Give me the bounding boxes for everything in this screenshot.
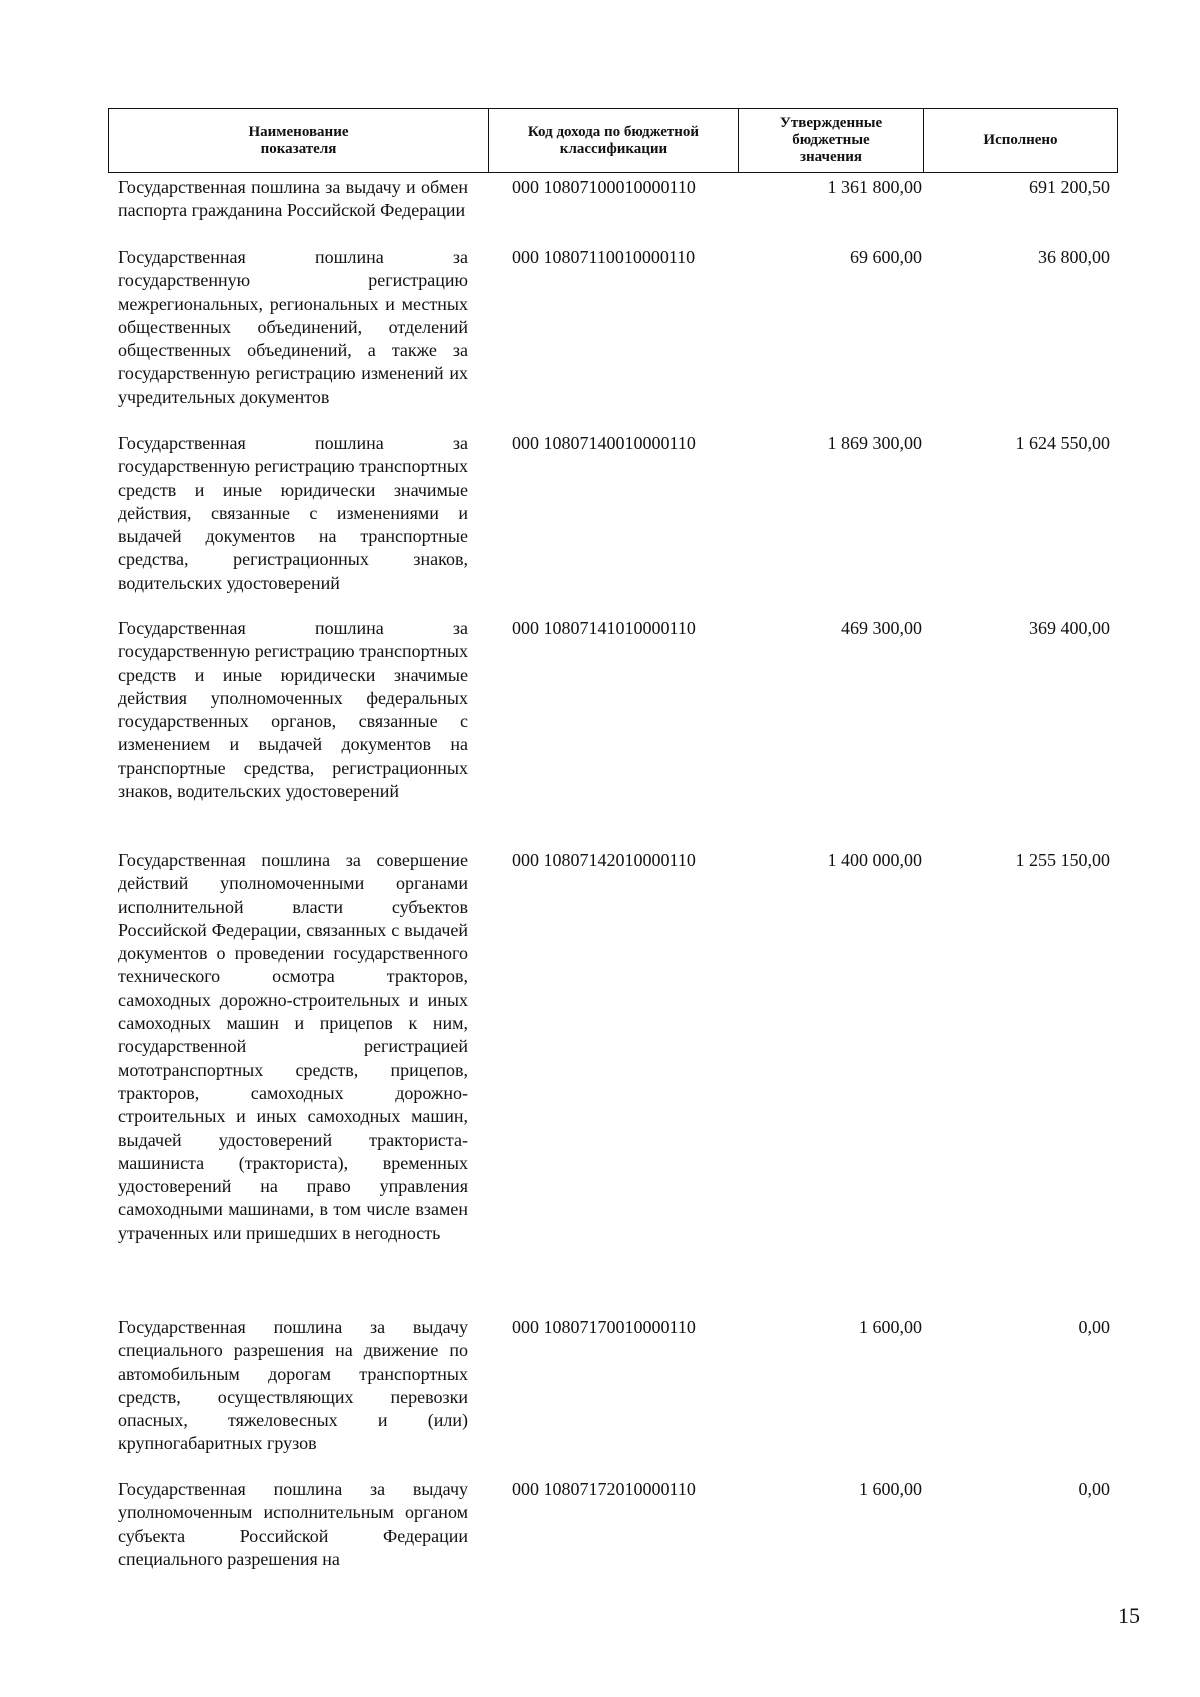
row-name: Государственная пошлина за выдачу и обмен паспорта гражданина Российской Федерации [118,177,468,221]
row-approved: 1 361 800,00 [827,177,922,197]
row-code: 000 10807172010000110 [512,1479,696,1499]
row-name: Государственная пошлина за выдачу уполномоченным исполнительным органом субъекта Российской Федерации специального разрешения на [118,1479,468,1569]
row-name: Государственная пошлина за государственную регистрацию транспортных средств и иные юридически значимые действия, связанные с изменениями и выдачей документов на транспортные средства, регистрационных знаков, водительских удостоверений [118,433,468,593]
row-name: Государственная пошлина за выдачу специального разрешения на движение по автомобильным дорогам транспортных средств, осуществляющих перевозки опасных, тяжеловесных и (или) крупногабаритных грузов [118,1317,468,1454]
row-code: 000 10807142010000110 [512,850,696,870]
header-name: Наименование показателя [109,109,489,172]
header-executed: Исполнено [983,132,1058,148]
table-header [108,108,1118,173]
row-approved: 1 600,00 [859,1479,922,1499]
row-executed: 36 800,00 [1038,247,1110,267]
row-name: Государственная пошлина за государственную регистрацию транспортных средств и иные юридически значимые действия уполномоченных федеральных государственных органов, связанные с изменением и выдачей документов на транспортные средства, регистрационных знаков, водительских удостоверений [118,618,468,802]
row-code: 000 10807170010000110 [512,1317,696,1337]
row-approved: 1 869 300,00 [827,433,922,453]
row-code: 000 10807140010000110 [512,433,696,453]
row-executed: 0,00 [1078,1479,1110,1499]
row-executed: 0,00 [1078,1317,1110,1337]
header-code: Код дохода по бюджетной классификации [489,109,739,172]
row-name: Государственная пошлина за государственную регистрацию межрегиональных, региональных и местных общественных объединений, отделений общественных объединений, а также за государственную регистрацию изменений их учредительных документов [118,247,468,407]
row-executed: 691 200,50 [1029,177,1110,197]
row-executed: 1 624 550,00 [1015,433,1110,453]
row-approved: 469 300,00 [841,618,922,638]
row-code: 000 10807100010000110 [512,177,696,197]
row-approved: 69 600,00 [850,247,922,267]
row-executed: 369 400,00 [1029,618,1110,638]
row-name: Государственная пошлина за совершение действий уполномоченными органами исполнительной власти субъектов Российской Федерации, связанных с выдачей документов о проведении государственного технического осмотра тракторов, самоходных дорожно-строительных и иных самоходных машин и прицепов к ним, государственной регистрацией мототранспортных средств, прицепов, тракторов, самоходных дорожно-строительных и иных самоходных машин, выдачей удостоверений тракториста-машиниста (тракториста), временных удостоверений на право управления самоходными машинами, в том числе взамен утраченных или пришедших в негодность [118,850,468,1243]
header-approved: Утвержденные бюджетные значения [739,109,924,172]
row-approved: 1 400 000,00 [827,850,922,870]
page-number: 15 [1118,1603,1140,1628]
row-code: 000 10807141010000110 [512,618,696,638]
row-code: 000 10807110010000110 [512,247,696,267]
row-executed: 1 255 150,00 [1015,850,1110,870]
row-approved: 1 600,00 [859,1317,922,1337]
